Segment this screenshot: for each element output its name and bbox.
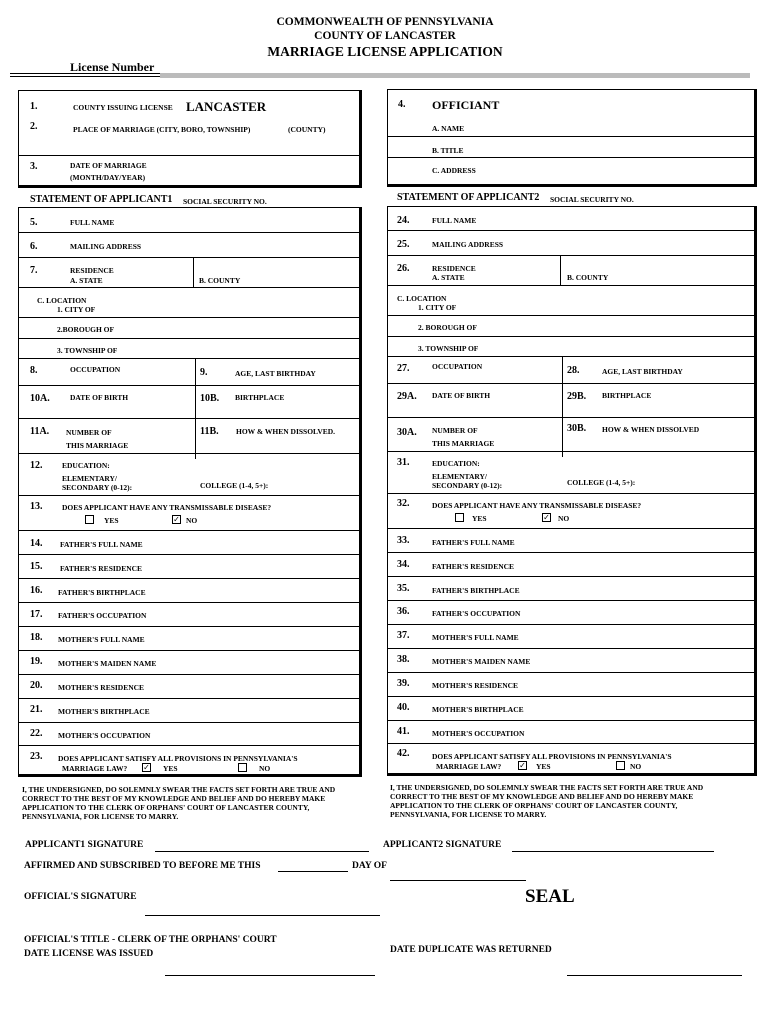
field-number: 10B. <box>200 393 220 404</box>
field-number: 18. <box>30 632 43 643</box>
field-number: 29A. <box>397 391 417 402</box>
field-number: 42. <box>397 748 410 759</box>
applicant1-law-yes-checkbox[interactable]: ✓ <box>143 763 150 772</box>
applicant2-elementary-label: ELEMENTARY/ <box>432 472 488 481</box>
applicant2-borough-label: 2. BOROUGH OF <box>418 323 477 332</box>
date-of-marriage-label: DATE OF MARRIAGE <box>70 161 147 170</box>
divider <box>18 698 359 699</box>
divider <box>193 257 194 287</box>
divider <box>387 451 754 452</box>
seal-label: SEAL <box>525 886 575 907</box>
applicant1-marriage-law-label: MARRIAGE LAW? <box>62 764 128 773</box>
applicant1-signature-line[interactable] <box>155 851 369 852</box>
applicant2-this-marriage-label: THIS MARRIAGE <box>432 439 495 448</box>
applicant1-dob-label: DATE OF BIRTH <box>70 393 129 402</box>
no-label: NO <box>558 514 570 523</box>
divider <box>387 157 754 158</box>
applicant2-mailing-label: MAILING ADDRESS <box>432 240 504 249</box>
field-number: 36. <box>397 606 410 617</box>
applicant1-law-no-checkbox[interactable] <box>238 763 247 772</box>
applicant2-college-label: COLLEGE (1-4, 5+): <box>567 478 636 487</box>
date-issued-line[interactable] <box>165 975 375 976</box>
county-issuing-label: COUNTY ISSUING LICENSE <box>73 103 173 112</box>
divider <box>18 578 359 579</box>
divider <box>18 257 359 258</box>
field-number: 12. <box>30 460 43 471</box>
divider <box>195 358 196 459</box>
applicant1-education-label: EDUCATION: <box>62 461 110 470</box>
applicant2-dissolved-label: HOW & WHEN DISSOLVED <box>602 425 700 434</box>
applicant2-disease-question: DOES APPLICANT HAVE ANY TRANSMISSABLE DISEASE? <box>432 501 642 510</box>
applicant2-statement: STATEMENT OF APPLICANT2 <box>397 192 540 203</box>
applicant1-mother-maiden-label: MOTHER'S MAIDEN NAME <box>58 659 157 668</box>
field-number: 25. <box>397 239 410 250</box>
applicant1-location-label: C. LOCATION <box>37 296 87 305</box>
applicant1-mother-residence-label: MOTHER'S RESIDENCE <box>58 683 145 692</box>
affirmed-label: AFFIRMED AND SUBSCRIBED TO BEFORE ME THIS <box>24 861 261 871</box>
field-number: 7. <box>30 265 38 276</box>
header-rule-shade <box>160 73 750 78</box>
divider <box>18 674 359 675</box>
applicant2-township-label: 3. TOWNSHIP OF <box>418 344 479 353</box>
divider <box>18 650 359 651</box>
divider <box>18 495 359 496</box>
applicant2-marriage-law-label: MARRIAGE LAW? <box>436 762 502 771</box>
field-number: 30A. <box>397 427 417 438</box>
divider <box>387 743 754 744</box>
field-number: 13. <box>30 501 43 512</box>
applicant1-college-label: COLLEGE (1-4, 5+): <box>200 481 269 490</box>
field-number: 2. <box>30 121 38 132</box>
officiant-title-label: B. TITLE <box>432 146 464 155</box>
applicant1-secondary-label: SECONDARY (0-12): <box>62 483 133 492</box>
divider <box>387 600 754 601</box>
official-signature-line[interactable] <box>145 915 380 916</box>
divider <box>387 417 754 418</box>
divider <box>18 626 359 627</box>
field-number: 3. <box>30 161 38 172</box>
divider <box>18 317 359 318</box>
divider <box>387 528 754 529</box>
divider <box>387 696 754 697</box>
applicant2-law-no-checkbox[interactable] <box>616 761 625 770</box>
divider <box>387 493 754 494</box>
applicant2-panel <box>387 206 757 776</box>
field-number: 35. <box>397 583 410 594</box>
divider <box>18 453 359 454</box>
applicant2-mother-birthplace-label: MOTHER'S BIRTHPLACE <box>432 705 524 714</box>
divider <box>562 356 563 457</box>
applicant1-ssn-label: SOCIAL SECURITY NO. <box>183 197 267 206</box>
date-format-label: (MONTH/DAY/YEAR) <box>70 173 146 182</box>
applicant2-occupation-label: OCCUPATION <box>432 362 483 371</box>
divider <box>18 287 359 288</box>
applicant1-birthplace-label: BIRTHPLACE <box>235 393 285 402</box>
divider <box>387 285 754 286</box>
field-number: 23. <box>30 751 43 762</box>
applicant1-father-birthplace-label: FATHER'S BIRTHPLACE <box>58 588 146 597</box>
divider <box>560 255 561 285</box>
applicant2-age-label: AGE, LAST BIRTHDAY <box>602 367 683 376</box>
divider <box>387 624 754 625</box>
applicant1-elementary-label: ELEMENTARY/ <box>62 474 118 483</box>
date-duplicate-label: DATE DUPLICATE WAS RETURNED <box>390 945 552 955</box>
applicant2-secondary-label: SECONDARY (0-12): <box>432 481 503 490</box>
applicant2-location-label: C. LOCATION <box>397 294 447 303</box>
officiant-title: OFFICIANT <box>432 98 500 112</box>
field-number: 21. <box>30 704 43 715</box>
no-label: NO <box>259 764 271 773</box>
applicant2-mother-occupation-label: MOTHER'S OCCUPATION <box>432 729 525 738</box>
applicant1-county-label: B. COUNTY <box>199 276 241 285</box>
field-number: 1. <box>30 101 38 112</box>
applicant1-age-label: AGE, LAST BIRTHDAY <box>235 369 316 378</box>
applicant2-father-name-label: FATHER'S FULL NAME <box>432 538 515 547</box>
divider <box>387 648 754 649</box>
applicant2-law-yes-checkbox[interactable]: ✓ <box>519 761 526 770</box>
divider <box>18 232 359 233</box>
field-number: 8. <box>30 365 38 376</box>
applicant1-state-label: A. STATE <box>70 276 103 285</box>
applicant1-disease-question: DOES APPLICANT HAVE ANY TRANSMISSABLE DISEASE? <box>62 503 272 512</box>
no-label: NO <box>630 762 642 771</box>
yes-label: YES <box>472 514 487 523</box>
license-number-label: License Number <box>70 60 155 74</box>
divider <box>18 530 359 531</box>
field-number: 41. <box>397 726 410 737</box>
field-number: 20. <box>30 680 43 691</box>
field-number: 4. <box>398 99 406 110</box>
applicant2-mother-name-label: MOTHER'S FULL NAME <box>432 633 519 642</box>
applicant1-mailing-label: MAILING ADDRESS <box>70 242 142 251</box>
field-number: 19. <box>30 656 43 667</box>
applicant2-birthplace-label: BIRTHPLACE <box>602 391 652 400</box>
field-number: 37. <box>397 630 410 641</box>
applicant1-residence-label: RESIDENCE <box>70 266 114 275</box>
divider <box>387 336 754 337</box>
divider <box>387 255 754 256</box>
divider <box>18 358 359 359</box>
applicant1-satisfy-question: DOES APPLICANT SATISFY ALL PROVISIONS IN PENNSYLVANIA'S <box>58 754 298 763</box>
applicant1-dissolved-label: HOW & WHEN DISSOLVED. <box>236 427 336 436</box>
applicant2-mother-maiden-label: MOTHER'S MAIDEN NAME <box>432 657 531 666</box>
field-number: 39. <box>397 678 410 689</box>
applicant2-father-birthplace-label: FATHER'S BIRTHPLACE <box>432 586 520 595</box>
header-line2: COUNTY OF LANCASTER <box>314 30 456 42</box>
field-number: 10A. <box>30 393 50 404</box>
field-number: 34. <box>397 559 410 570</box>
applicant2-number-of-label: NUMBER OF <box>432 426 478 435</box>
divider <box>387 136 754 137</box>
yes-label: YES <box>536 762 551 771</box>
divider <box>387 552 754 553</box>
officiant-address-label: C. ADDRESS <box>432 166 476 175</box>
applicant1-father-name-label: FATHER'S FULL NAME <box>60 540 143 549</box>
field-number: 32. <box>397 498 410 509</box>
divider <box>18 554 359 555</box>
applicant2-ssn-label: SOCIAL SECURITY NO. <box>550 195 634 204</box>
field-number: 11B. <box>200 426 219 437</box>
field-number: 40. <box>397 702 410 713</box>
field-number: 29B. <box>567 391 587 402</box>
applicant2-mother-residence-label: MOTHER'S RESIDENCE <box>432 681 519 690</box>
applicant1-borough-label: 2.BOROUGH OF <box>57 325 115 334</box>
applicant2-county-label: B. COUNTY <box>567 273 609 282</box>
field-number: 17. <box>30 609 43 620</box>
applicant1-disease-no-checkbox[interactable]: ✓ <box>173 515 180 524</box>
applicant1-statement: STATEMENT OF APPLICANT1 <box>30 194 173 205</box>
field-number: 15. <box>30 561 43 572</box>
applicant2-father-residence-label: FATHER'S RESIDENCE <box>432 562 515 571</box>
officiant-name-label: A. NAME <box>432 124 465 133</box>
day-of-label: DAY OF <box>352 861 387 871</box>
applicant2-dob-label: DATE OF BIRTH <box>432 391 491 400</box>
applicant2-full-name-label: FULL NAME <box>432 216 477 225</box>
applicant1-father-occupation-label: FATHER'S OCCUPATION <box>58 611 147 620</box>
divider <box>18 338 359 339</box>
applicant1-father-residence-label: FATHER'S RESIDENCE <box>60 564 143 573</box>
field-number: 9. <box>200 367 208 378</box>
yes-label: YES <box>163 764 178 773</box>
applicant1-occupation-label: OCCUPATION <box>70 365 121 374</box>
day-line[interactable] <box>278 871 348 872</box>
applicant1-oath-text: I, THE UNDERSIGNED, DO SOLEMNLY SWEAR THE FACTS SET FORTH ARE TRUE AND CORRECT TO THE BEST OF MY KNOWLEDGE AND BELIEF AND DO HEREBY MAKE APPLICATION TO THE CLERK OF ORPHANS' COURT OF LANCASTER COUNTY, PENNSYLVANIA, FOR LICENSE TO MARRY. <box>22 785 336 821</box>
applicant2-state-label: A. STATE <box>432 273 465 282</box>
applicant2-residence-label: RESIDENCE <box>432 264 476 273</box>
field-number: 22. <box>30 728 43 739</box>
applicant2-signature-label: APPLICANT2 SIGNATURE <box>383 840 502 850</box>
applicant1-township-label: 3. TOWNSHIP OF <box>57 346 118 355</box>
applicant2-education-label: EDUCATION: <box>432 459 480 468</box>
applicant1-mother-name-label: MOTHER'S FULL NAME <box>58 635 145 644</box>
applicant1-signature-label: APPLICANT1 SIGNATURE <box>25 840 144 850</box>
county-paren-label: (COUNTY) <box>288 125 326 134</box>
applicant1-this-marriage-label: THIS MARRIAGE <box>66 441 129 450</box>
field-number: 11A. <box>30 426 50 437</box>
field-number: 6. <box>30 241 38 252</box>
field-number: 33. <box>397 535 410 546</box>
applicant1-number-of-label: NUMBER OF <box>66 428 112 437</box>
field-number: 38. <box>397 654 410 665</box>
divider <box>387 720 754 721</box>
divider <box>387 356 754 357</box>
applicant2-disease-yes-checkbox[interactable] <box>455 513 464 522</box>
official-title-label: OFFICIAL'S TITLE - CLERK OF THE ORPHANS' COURT <box>24 935 277 945</box>
divider <box>387 672 754 673</box>
divider <box>18 745 359 746</box>
applicant1-disease-yes-checkbox[interactable] <box>85 515 94 524</box>
field-number: 31. <box>397 457 410 468</box>
field-number: 5. <box>30 217 38 228</box>
form-title: MARRIAGE LICENSE APPLICATION <box>267 44 503 59</box>
applicant2-oath-text: I, THE UNDERSIGNED, DO SOLEMNLY SWEAR THE FACTS SET FORTH ARE TRUE AND CORRECT TO THE BEST OF MY KNOWLEDGE AND BELIEF AND DO HEREBY MAKE APPLICATION TO THE CLERK OF ORPHANS' COURT OF LANCASTER COUNTY, PENNSYLVANIA, FOR LICENSE TO MARRY. <box>390 783 704 819</box>
yes-label: YES <box>104 516 119 525</box>
field-number: 24. <box>397 215 410 226</box>
divider <box>18 602 359 603</box>
date-duplicate-line[interactable] <box>567 975 742 976</box>
applicant2-satisfy-question: DOES APPLICANT SATISFY ALL PROVISIONS IN PENNSYLVANIA'S <box>432 752 672 761</box>
divider <box>18 418 359 419</box>
field-number: 14. <box>30 538 43 549</box>
applicant2-disease-no-checkbox[interactable]: ✓ <box>543 513 550 522</box>
divider <box>387 230 754 231</box>
divider <box>18 385 359 386</box>
applicant1-full-name-label: FULL NAME <box>70 218 115 227</box>
applicant1-mother-birthplace-label: MOTHER'S BIRTHPLACE <box>58 707 150 716</box>
header-line1: COMMONWEALTH OF PENNSYLVANIA <box>276 16 494 28</box>
divider <box>18 155 359 156</box>
field-number: 26. <box>397 263 410 274</box>
month-line[interactable] <box>390 880 526 881</box>
field-number: 27. <box>397 363 410 374</box>
divider <box>387 383 754 384</box>
divider <box>387 576 754 577</box>
field-number: 30B. <box>567 423 587 434</box>
place-of-marriage-label: PLACE OF MARRIAGE (CITY, BORO, TOWNSHIP) <box>73 125 251 134</box>
field-number: 28. <box>567 365 580 376</box>
date-issued-label: DATE LICENSE WAS ISSUED <box>24 949 154 959</box>
field-number: 16. <box>30 585 43 596</box>
applicant2-father-occupation-label: FATHER'S OCCUPATION <box>432 609 521 618</box>
county-issuing-value[interactable]: LANCASTER <box>186 99 267 114</box>
applicant2-city-label: 1. CITY OF <box>418 303 457 312</box>
no-label: NO <box>186 516 198 525</box>
official-signature-label: OFFICIAL'S SIGNATURE <box>24 892 137 902</box>
divider <box>387 315 754 316</box>
applicant1-city-label: 1. CITY OF <box>57 305 96 314</box>
divider <box>18 722 359 723</box>
applicant2-signature-line[interactable] <box>512 851 714 852</box>
applicant1-mother-occupation-label: MOTHER'S OCCUPATION <box>58 731 151 740</box>
